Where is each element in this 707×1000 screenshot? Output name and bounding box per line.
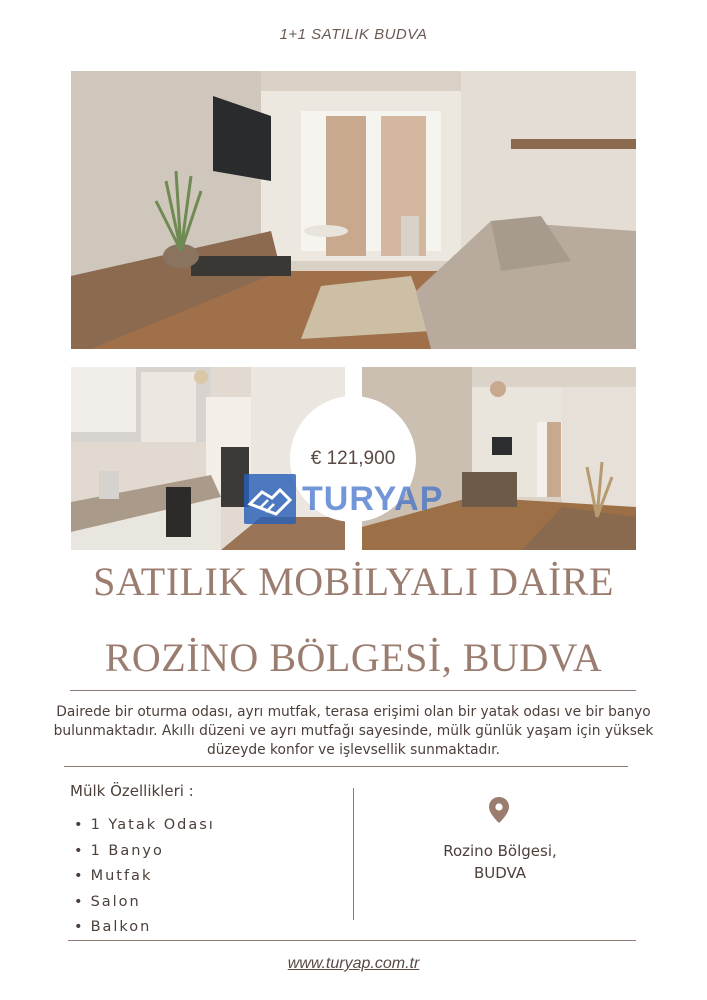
location-pin-icon (487, 796, 511, 824)
divider-bottom (68, 940, 636, 941)
headline-line-2: ROZİNO BÖLGESİ, BUDVA (104, 635, 603, 680)
list-item: • Mutfak (74, 864, 215, 890)
list-item: • 1 Yatak Odası (74, 813, 215, 839)
description-line: bulunmaktadır. Akıllı düzeni ve ayrı mutfağı sayesinde, mülk günlük yaşam için yüksek (53, 723, 654, 739)
description-line: Dairede bir oturma odası, ayrı mutfak, terasa erişimi olan bir yatak odası ve bir banyo (56, 704, 651, 720)
list-item: • 1 Banyo (74, 839, 215, 865)
description-line: düzeyde konfor ve işlevsellik sunmaktadır. (207, 742, 500, 758)
location-line-1: Rozino Bölgesi, (443, 842, 557, 860)
vertical-divider (353, 788, 354, 920)
features-title: Mülk Özellikleri : (70, 782, 194, 800)
description (30, 703, 677, 760)
handshake-icon (244, 474, 296, 524)
location-text (400, 840, 600, 884)
price-label: € 121,900 (310, 448, 396, 469)
living-room-photo (71, 71, 636, 349)
headline-line-1: SATILIK MOBİLYALI DAİRE (93, 559, 614, 604)
list-item: • Salon (74, 890, 215, 916)
divider-top (70, 690, 636, 691)
turyap-logo (244, 472, 464, 526)
location-line-2: BUDVA (473, 864, 527, 882)
logo-text: TURYAP (302, 480, 444, 518)
list-item: • Balkon (74, 915, 215, 941)
website-link[interactable]: www.turyap.com.tr (287, 955, 420, 972)
features-list (74, 813, 215, 941)
page-title: 1+1 SATILIK BUDVA (279, 26, 428, 43)
divider-middle (64, 766, 628, 767)
